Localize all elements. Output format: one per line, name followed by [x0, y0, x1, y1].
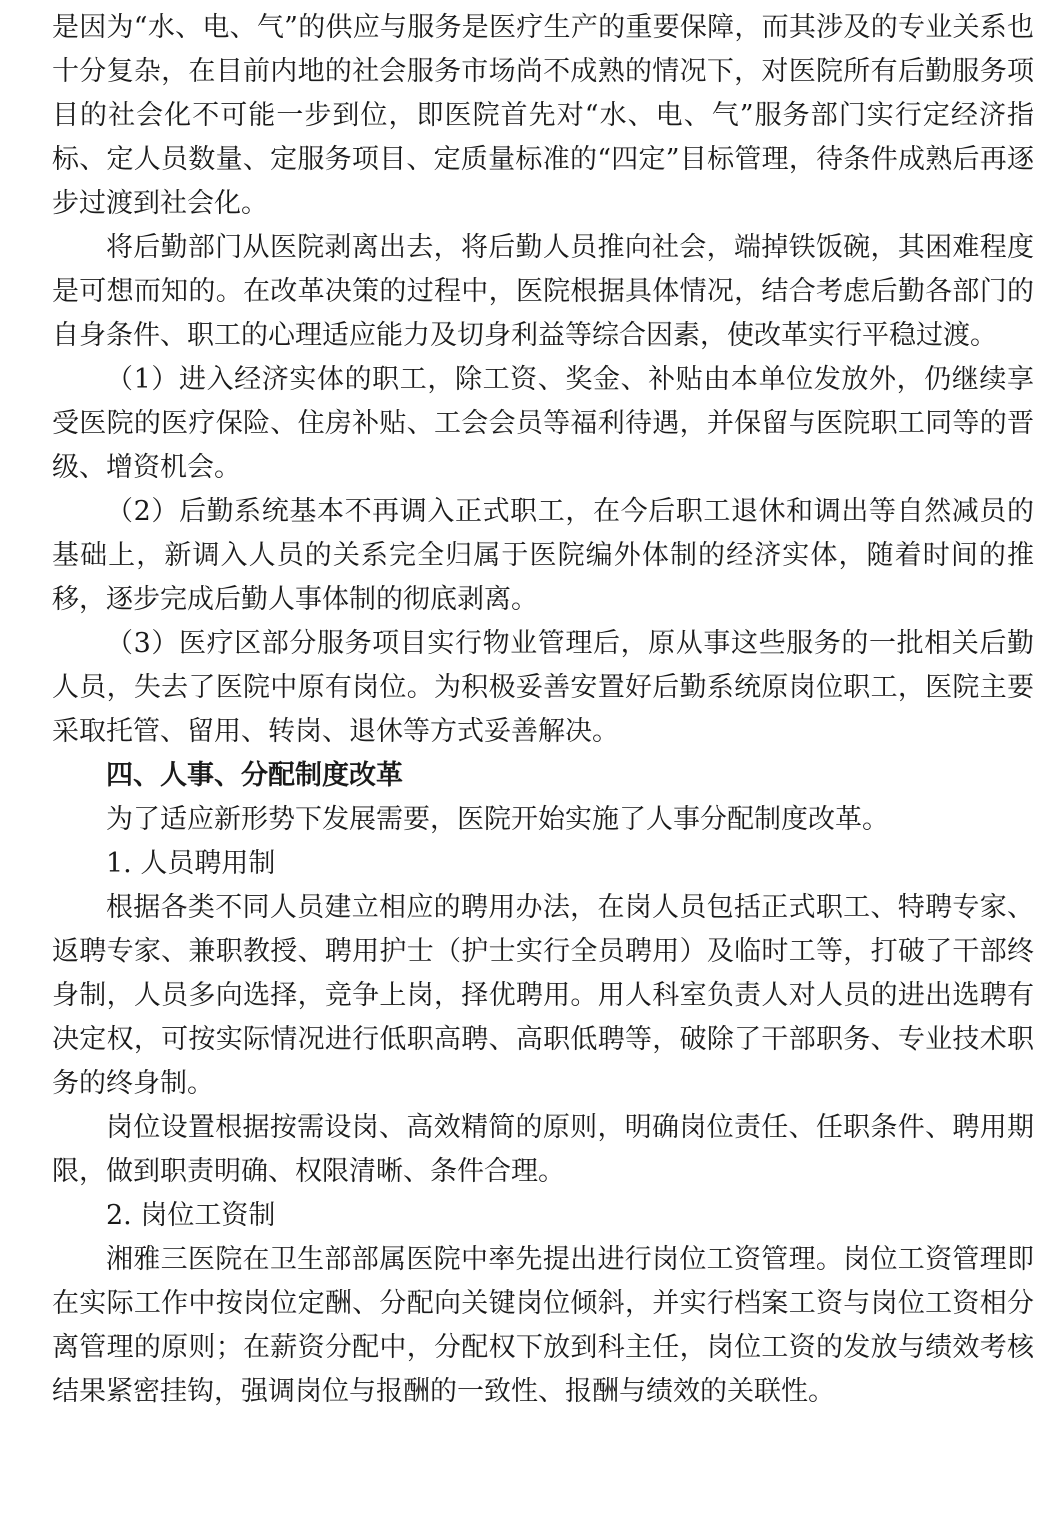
- paragraph-post-salary: 湘雅三医院在卫生部部属医院中率先提出进行岗位工资管理。岗位工资管理即在实际工作中按岗位定酬、分配向关键岗位倾斜，并实行档案工资与岗位工资相分离管理的原则；在薪资分配中，分配权下放到科主任，岗位工资的发放与绩效考核结果紧密挂钩，强调岗位与报酬的一致性、报酬与绩效的关联性。: [52, 1244, 1034, 1407]
- paragraph-item-3: （3）医疗区部分服务项目实行物业管理后，原从事这些服务的一批相关后勤人员，失去了医院中原有岗位。为积极妥善安置好后勤系统原岗位职工，医院主要采取托管、留用、转岗、退休等方式妥善解决。: [52, 628, 1034, 747]
- paragraph-employment: 根据各类不同人员建立相应的聘用办法，在岗人员包括正式职工、特聘专家、返聘专家、兼职教授、聘用护士（护士实行全员聘用）及临时工等，打破了干部终身制，人员多向选择，竞争上岗，择优聘用。用人科室负责人对人员的进出选聘有决定权，可按实际情况进行低职高聘、高职低聘等，破除了干部职务、专业技术职务的终身制。: [52, 892, 1034, 1099]
- subheading-post-salary: 2. 岗位工资制: [106, 1200, 276, 1231]
- document-page: [52, 6, 1034, 1414]
- subheading-employment: 1. 人员聘用制: [106, 848, 276, 879]
- paragraph-logistics-separation: 将后勤部门从医院剥离出去，将后勤人员推向社会，端掉铁饭碗，其困难程度是可想而知的。在改革决策的过程中，医院根据具体情况，结合考虑后勤各部门的自身条件、职工的心理适应能力及切身利益等综合因素，使改革实行平稳过渡。: [52, 232, 1034, 351]
- paragraph-item-2: （2）后勤系统基本不再调入正式职工，在今后职工退休和调出等自然减员的基础上，新调入人员的关系完全归属于医院编外体制的经济实体，随着时间的推移，逐步完成后勤人事体制的彻底剥离。: [52, 496, 1034, 615]
- paragraph-continued: 是因为“水、电、气”的供应与服务是医疗生产的重要保障，而其涉及的专业关系也十分复杂，在目前内地的社会服务市场尚不成熟的情况下，对医院所有后勤服务项目的社会化不可能一步到位，即医院首先对“水、电、气”服务部门实行定经济指标、定人员数量、定服务项目、定质量标准的“四定”目标管理，待条件成熟后再逐步过渡到社会化。: [52, 12, 1034, 219]
- paragraph-post-setting: 岗位设置根据按需设岗、高效精简的原则，明确岗位责任、任职条件、聘用期限，做到职责明确、权限清晰、条件合理。: [52, 1112, 1034, 1187]
- section-heading: 四、人事、分配制度改革: [106, 760, 403, 791]
- paragraph-item-1: （1）进入经济实体的职工，除工资、奖金、补贴由本单位发放外，仍继续享受医院的医疗保险、住房补贴、工会会员等福利待遇，并保留与医院职工同等的晋级、增资机会。: [52, 364, 1034, 483]
- paragraph-section-intro: 为了适应新形势下发展需要，医院开始实施了人事分配制度改革。: [106, 804, 889, 835]
